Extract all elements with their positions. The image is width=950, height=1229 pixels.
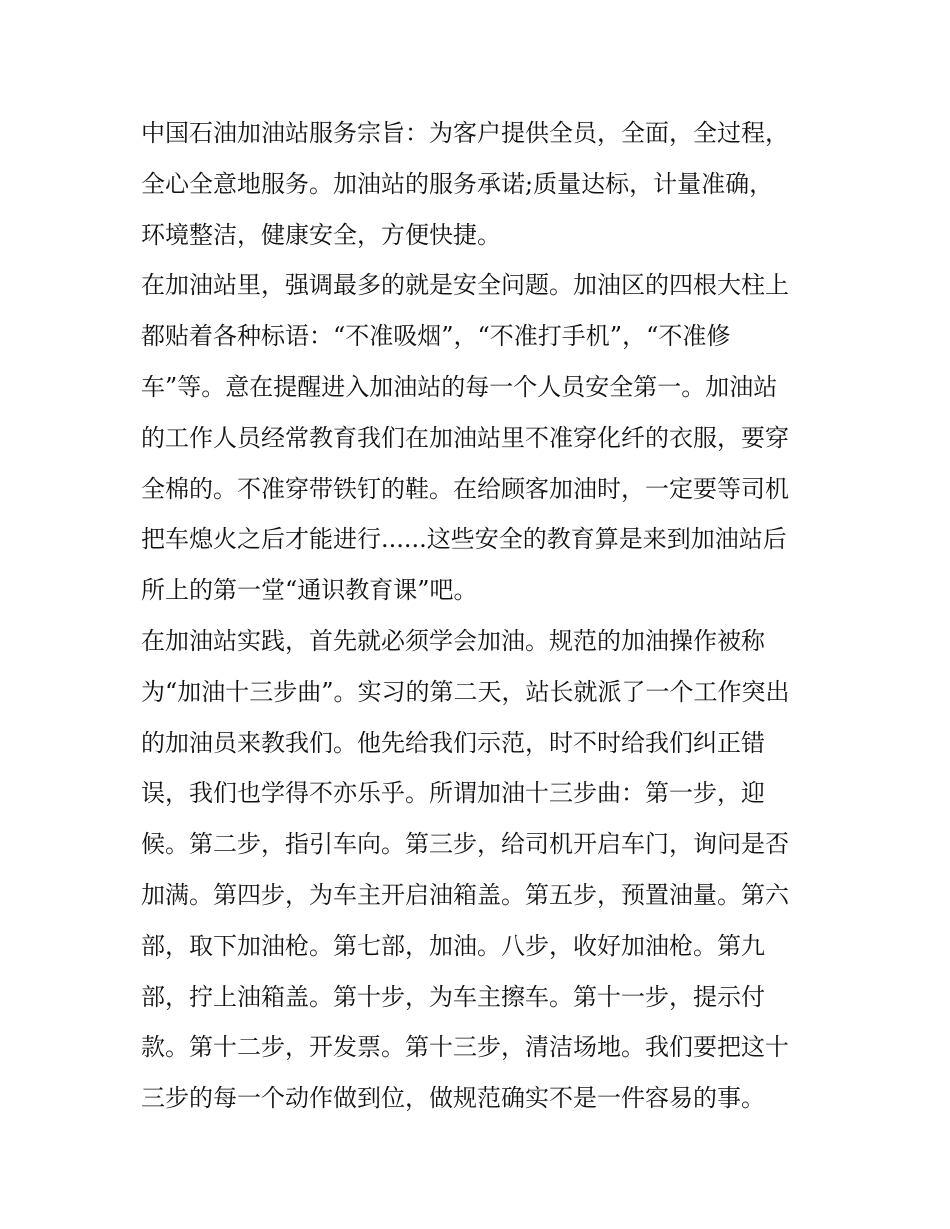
text-line: 把车熄火之后才能进行......这些安全的教育算是来到加油站后 xyxy=(141,525,787,554)
text-line: 全心全意地服务。加油站的服务承诺;质量达标，计量准确， xyxy=(141,169,774,198)
text-line: 都贴着各种标语：“不准吸烟”，“不准打手机”，“不准修 xyxy=(141,322,731,351)
text-line: 部，拧上油箱盖。第十步，为车主擦车。第十一步，提示付 xyxy=(141,982,765,1011)
text-line: 所上的第一堂“通识教育课”吧。 xyxy=(141,576,478,605)
text-line: 部，取下加油枪。第七部，加油。八步，收好加油枪。第九 xyxy=(141,931,765,960)
text-line: 的工作人员经常教育我们在加油站里不准穿化纤的衣服，要穿 xyxy=(141,423,789,452)
text-line: 款。第十二步，开发票。第十三步，清洁场地。我们要把这十 xyxy=(141,1033,789,1062)
text-line: 误，我们也学得不亦乐乎。所谓加油十三步曲：第一步，迎 xyxy=(141,779,765,808)
text-line: 三步的每一个动作做到位，做规范确实不是一件容易的事。 xyxy=(141,1084,765,1113)
text-line: 为“加油十三步曲”。实习的第二天，站长就派了一个工作突出 xyxy=(141,677,790,706)
text-line: 加满。第四步，为车主开启油箱盖。第五步，预置油量。第六 xyxy=(141,880,789,909)
text-line: 的加油员来教我们。他先给我们示范，时不时给我们纠正错 xyxy=(141,728,765,757)
text-line: 在加油站实践，首先就必须学会加油。规范的加油操作被称 xyxy=(141,626,765,655)
text-line: 在加油站里，强调最多的就是安全问题。加油区的四根大柱上 xyxy=(141,271,789,300)
text-line: 全棉的。不准穿带铁钉的鞋。在给顾客加油时，一定要等司机 xyxy=(141,474,789,503)
text-line: 中国石油加油站服务宗旨：为客户提供全员，全面，全过程， xyxy=(141,119,789,147)
text-line: 候。第二步，指引车向。第三步，给司机开启车门，询问是否 xyxy=(141,830,789,859)
text-line: 环境整洁，健康安全，方便快捷。 xyxy=(141,220,501,249)
text-line: 车”等。意在提醒进入加油站的每一个人员安全第一。加油站 xyxy=(141,372,778,401)
body-text xyxy=(141,108,821,1124)
